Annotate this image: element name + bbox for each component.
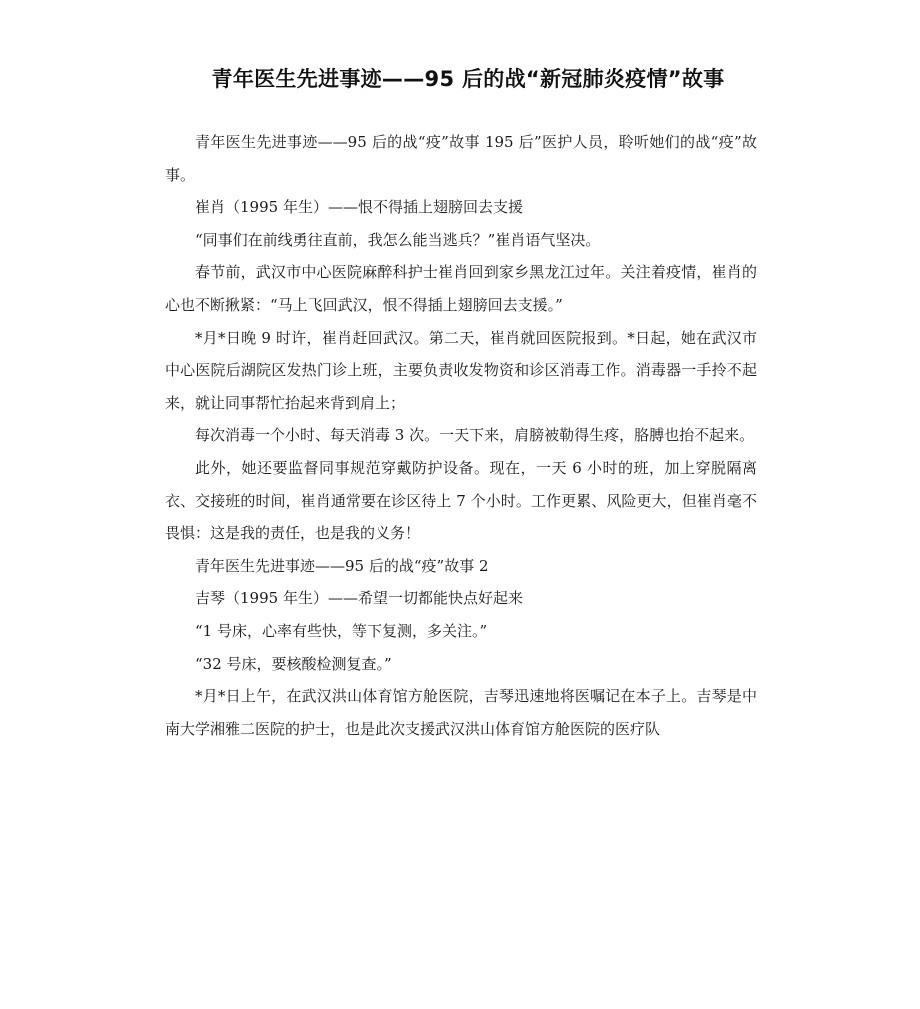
document-body xyxy=(165,126,757,745)
paragraph: 此外，她还要监督同事规范穿戴防护设备。现在，一天 6 小时的班，加上穿脱隔离衣、交接班的时间，崔肖通常要在诊区待上 7 个小时。工作更累、风险更大，但崔肖毫不畏惧：这是我的责任，也是我的义务！ xyxy=(165,458,757,543)
paragraph: 每次消毒一个小时、每天消毒 3 次。一天下来，肩膀被勒得生疼，胳膊也抬不起来。 xyxy=(195,426,755,445)
document-title: 青年医生先进事迹——95 后的战“新冠肺炎疫情”故事 xyxy=(211,67,725,91)
paragraph: 吉琴（1995 年生）——希望一切都能快点好起来 xyxy=(195,589,523,608)
paragraph: 青年医生先进事迹——95 后的战“疫”故事 195 后”医护人员，聆听她们的战“疫”故事。 xyxy=(165,133,757,184)
paragraph: 青年医生先进事迹——95 后的战“疫”故事 2 xyxy=(195,556,489,575)
paragraph: “同事们在前线勇往直前，我怎么能当逃兵？”崔肖语气坚决。 xyxy=(195,230,601,249)
paragraph: 崔肖（1995 年生）——恨不得插上翅膀回去支援 xyxy=(195,198,523,217)
paragraph: “32 号床，要核酸检测复查。” xyxy=(195,654,392,673)
paragraph: 春节前，武汉市中心医院麻醉科护士崔肖回到家乡黑龙江过年。关注着疫情，崔肖的心也不断揪紧：“马上飞回武汉，恨不得插上翅膀回去支援。” xyxy=(165,263,757,314)
paragraph: *月*日上午，在武汉洪山体育馆方舱医院，吉琴迅速地将医嘱记在本子上。吉琴是中南大学湘雅二医院的护士，也是此次支援武汉洪山体育馆方舱医院的医疗队 xyxy=(165,687,757,738)
paragraph: “1 号床，心率有些快，等下复测，多关注。” xyxy=(195,621,488,640)
paragraph: *月*日晚 9 时许，崔肖赶回武汉。第二天，崔肖就回医院报到。*日起，她在武汉市中心医院后湖院区发热门诊上班，主要负责收发物资和诊区消毒工作。消毒器一手拎不起来，就让同事帮忙抬起来背到肩上； xyxy=(165,328,757,412)
